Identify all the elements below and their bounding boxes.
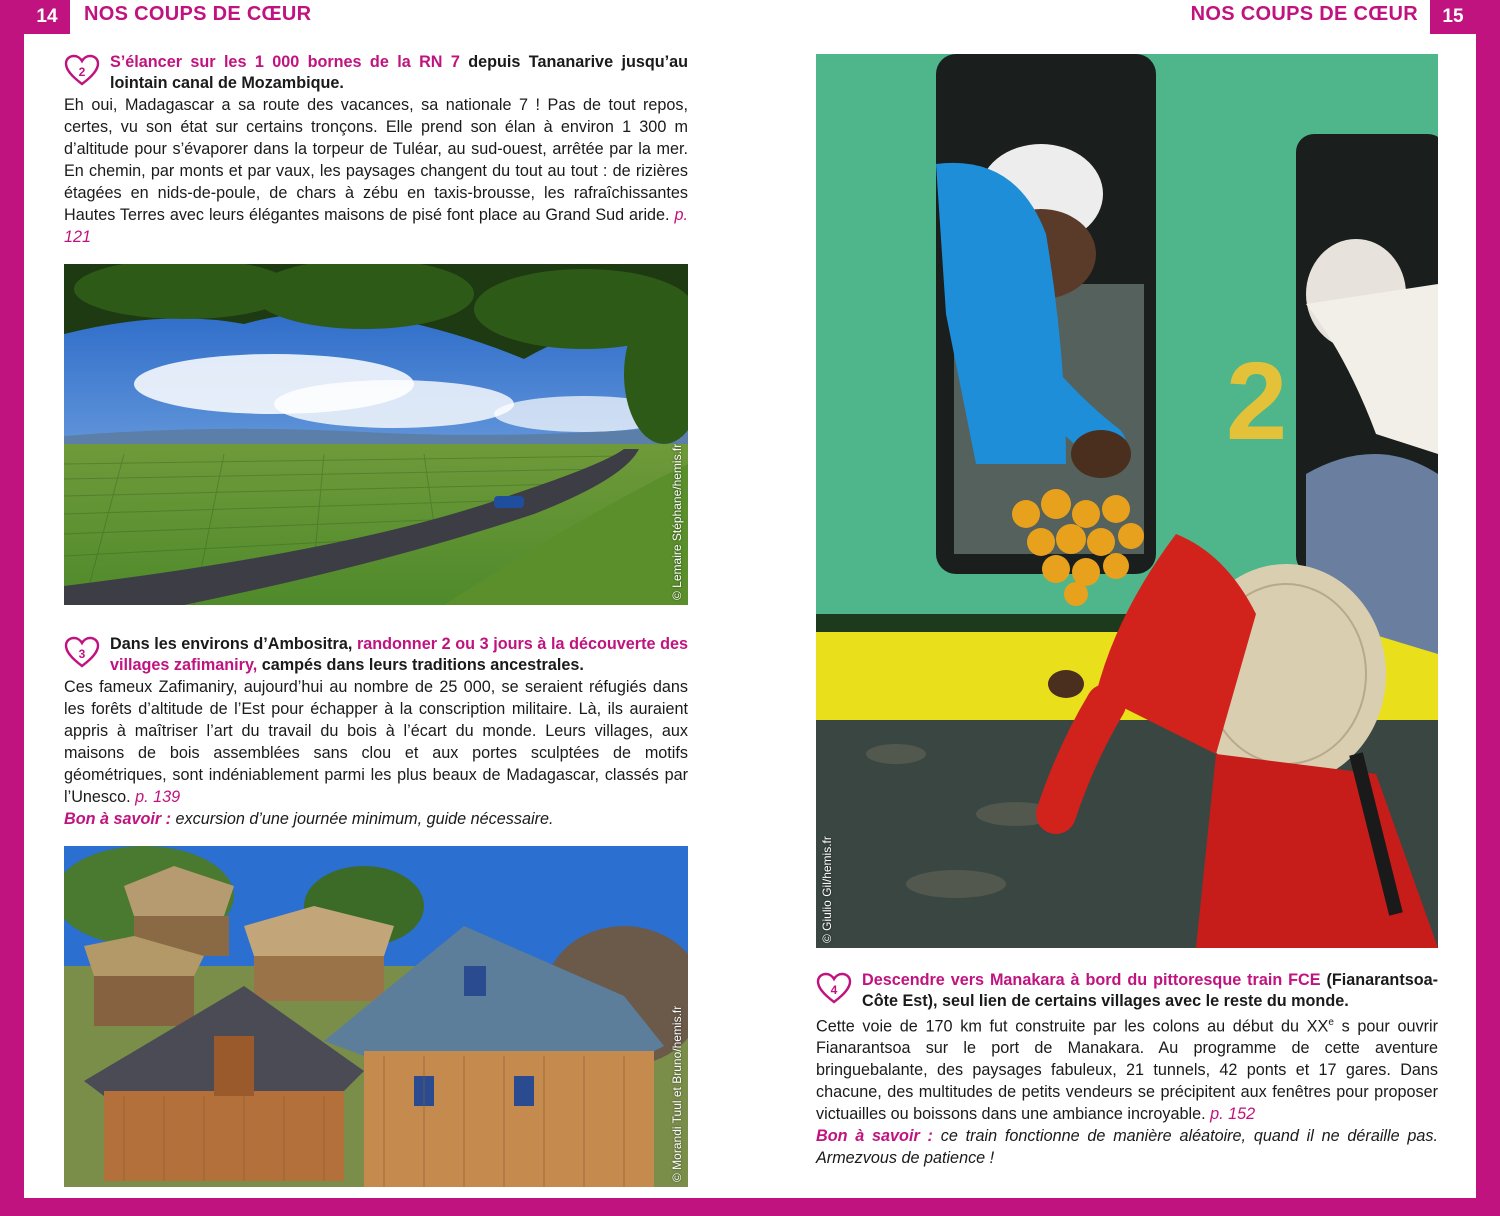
- heart-number-icon: [64, 54, 100, 86]
- photo-credit-village: © Morandi Tuul et Bruno/hemis.fr: [670, 1005, 684, 1182]
- item-4: [816, 970, 1438, 1169]
- item-3-heading-pink: randonner 2 ou 3 jours à la découverte des villages zafimaniry,: [110, 635, 689, 674]
- left-page-border: [0, 0, 24, 1216]
- running-head-right: NOS COUPS DE CŒUR: [1190, 3, 1418, 25]
- item-2-body-text: Eh oui, Madagascar a sa route des vacances, sa nationale 7 ! Pas de tout repos, certes, vu son état sur certains tronçons. Elle prend son élan à environ 1 300 m d’altitude pour s’évaporer dans la torpeur de Tuléar, au sud-ouest, arrêtée par la mer. En chemin, par monts et par vaux, les paysages changent du tout au tout : de rizières étagées en nids-de-poule, de chars à zébu en taxis-brousse, les rafraîchissantes Hautes Terres avec leurs élégantes maisons de pisé font place au Grand Sud aride.: [64, 96, 688, 224]
- item-4-body-superscript: e: [1328, 1017, 1334, 1028]
- item-2-heading: [64, 52, 688, 94]
- item-2-page-ref: p. 121: [64, 206, 688, 246]
- item-4-tip-label: Bon à savoir :: [816, 1127, 933, 1146]
- item-4-body: [816, 1012, 1438, 1125]
- item-3-tip-text: excursion d’une journée minimum, guide nécessaire.: [175, 810, 554, 828]
- item-3-heading: [64, 634, 688, 676]
- item-4-number: 4: [830, 983, 838, 997]
- photo-rice-fields-road: [64, 264, 688, 605]
- item-2-heading-pink: S’élancer sur les 1 000 bornes de la RN 7: [110, 53, 460, 71]
- item-3-tip-label: Bon à savoir :: [64, 810, 172, 828]
- item-3-number: 3: [78, 647, 86, 661]
- running-head-left: NOS COUPS DE CŒUR: [84, 3, 312, 25]
- item-4-body-text-1: Cette voie de 170 km fut construite par les colons au début du XX: [816, 1017, 1329, 1036]
- item-3-page-ref: p. 139: [135, 788, 181, 806]
- item-2-heading-text: depuis Tananarive jusqu’au lointain canal de Mozambique.: [110, 53, 688, 92]
- photo-credit-train: © Giulio Gil/hemis.fr: [820, 836, 834, 943]
- bottom-page-border: [0, 1198, 1500, 1216]
- page-number-left: 14: [24, 0, 70, 34]
- item-3-heading-text-2: campés dans leurs traditions ancestrales.: [261, 656, 584, 674]
- item-2: [64, 52, 688, 248]
- item-4-page-ref: p. 152: [1210, 1105, 1256, 1124]
- heart-number-icon: [64, 636, 100, 668]
- item-3-tip: [64, 808, 688, 830]
- item-4-heading-pink: Descendre vers Manakara à bord du pittoresque train FCE: [862, 971, 1321, 989]
- heart-number-icon: [816, 972, 852, 1004]
- item-4-tip-text: ce train fonctionne de manière aléatoire, quand il ne déraille pas. Armezvous de patience !: [816, 1127, 1439, 1168]
- train-car-number: 2: [1226, 340, 1288, 463]
- page-number-right: 15: [1430, 0, 1476, 34]
- item-4-tip: [816, 1125, 1438, 1169]
- item-3-heading-text-1: Dans les environs d’Ambositra,: [110, 635, 353, 653]
- photo-zafimaniry-village: [64, 846, 688, 1187]
- item-2-number: 2: [78, 65, 86, 79]
- item-2-body: [64, 94, 688, 248]
- item-4-heading: [816, 970, 1438, 1012]
- photo-train-vendors: [816, 54, 1438, 948]
- right-page-border: [1476, 0, 1500, 1216]
- photo-credit-rice-fields: © Lemaire Stéphane/hemis.fr: [670, 443, 684, 600]
- item-4-heading-text: (Fianarantsoa-Côte Est), seul lien de certains villages avec le reste du monde.: [862, 971, 1438, 1010]
- item-3: [64, 634, 688, 830]
- item-4-body-text-2: s pour ouvrir Fianarantsoa sur le port de Manakara. Au programme de cette aventure bringuebalante, des paysages fabuleux, 21 tunnels, 42 ponts et 17 gares. Dans chacune, des multitudes de petits vendeurs se précipitent aux fenêtres pour proposer victuailles ou boissons dans une ambiance incroyable.: [816, 1017, 1438, 1124]
- item-3-body-text: Ces fameux Zafimaniry, aujourd’hui au nombre de 25 000, se seraient réfugiés dans les forêts d’altitude de l’Est pour échapper à la conscription militaire. Là, ils auraient appris à maîtriser l’art du travail du bois à l’écart du monde. Leurs villages, aux maisons de bois assemblées sans clou et aux portes sculptées de motifs géométriques, sont indéniablement parmi les plus beaux de Madagascar, classés par l’Unesco.: [64, 678, 688, 806]
- item-3-body: [64, 676, 688, 808]
